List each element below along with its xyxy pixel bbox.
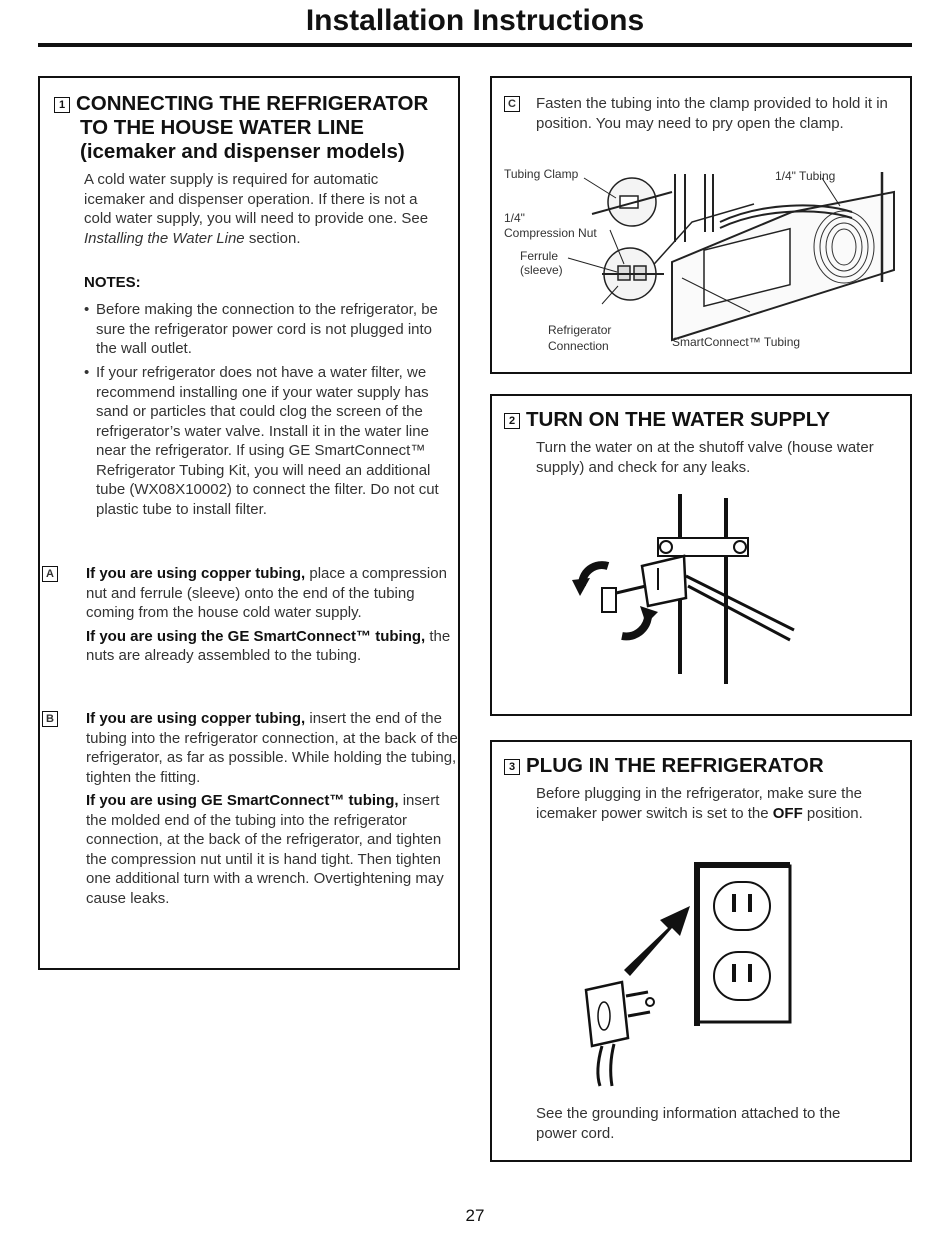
- label-connection: Connection: [548, 339, 609, 353]
- plug-in-title: PLUG IN THE REFRIGERATOR: [526, 754, 824, 777]
- plug-in-text-end: position.: [802, 804, 863, 822]
- heading-line-1: CONNECTING THE REFRIGERATOR: [76, 92, 429, 115]
- step-c-text: Fasten the tubing into the clamp provided to hold it in position. You may need to pry open the clamp.: [536, 95, 888, 132]
- label-quarter-tubing: 1/4" Tubing: [775, 169, 836, 183]
- label-sleeve: (sleeve): [520, 263, 563, 277]
- label-ferrule: Ferrule: [520, 249, 559, 263]
- grounding-note: See the grounding information attached to the power cord.: [536, 1105, 841, 1142]
- water-supply-section: [490, 394, 912, 716]
- intro-text-end: section.: [244, 229, 301, 247]
- section-heading: [54, 92, 444, 164]
- step-b-text-2: insert the molded end of the tubing into the refrigerator connection, at the back of the refrigerator, and tighten the compression nut until it is hand tight. Then tighten one additional turn with a wrench. Overtightening may cause leaks.: [86, 792, 444, 907]
- off-label: OFF: [772, 804, 803, 822]
- step-b-bold-1: If you are using copper tubing,: [86, 710, 306, 727]
- plug-in-text: [536, 784, 888, 823]
- connection-zoom-circle: [602, 248, 664, 300]
- water-supply-title: TURN ON THE WATER SUPPLY: [526, 408, 831, 431]
- step-b-text-1: insert the end of the tubing into the refrigerator connection, at the back of the refrigerator, as far as possible. While holding the tubing, tighten the fitting.: [86, 710, 458, 786]
- plug-in-text-start: Before plugging in the refrigerator, make sure the icemaker power switch is set to the: [536, 785, 863, 822]
- intro-paragraph: [84, 170, 436, 248]
- step-a-text-1: place a compression nut and ferrule (sleeve) onto the end of the tubing coming from the house cold water supply.: [86, 565, 447, 621]
- step-number-badge: 1: [54, 97, 70, 113]
- label-quarter: 1/4": [504, 211, 525, 225]
- shutoff-valve-illustration: [562, 494, 822, 694]
- intro-italic-reference: Installing the Water Line: [84, 229, 245, 247]
- connect-water-line-section: [38, 76, 460, 970]
- header-rule: [38, 43, 912, 47]
- intro-text: A cold water supply is required for automatic icemaker and dispenser operation. If there is not a cold water supply, you will need to provide one. See: [84, 171, 429, 227]
- label-compression-nut: Compression Nut: [504, 226, 597, 240]
- notes-label: NOTES:: [84, 274, 141, 291]
- step-c-badge: C: [504, 96, 520, 112]
- note-2: • If your refrigerator does not have a water filter, we recommend installing one if your water supply has sand or particles that could clog the screen of the refrigerator’s water valve. Install it in the water line near the refrigerator. If using GE SmartConnect™ Refrigerator Tubing Kit, you will need an additional tube (WX08X10002) to connect the filter. Do not cut plastic tube to install filter.: [84, 363, 458, 519]
- water-supply-heading: [504, 408, 830, 432]
- tubing-clamp-diagram: [492, 162, 910, 372]
- plug-in-section: [490, 740, 912, 1162]
- note-1: • Before making the connection to the refrigerator, be sure the refrigerator power cord is not plugged into the wall outlet.: [84, 300, 448, 359]
- step-b: [40, 709, 461, 908]
- step-a: [40, 564, 461, 666]
- heading-line-3: (icemaker and dispenser models): [80, 140, 405, 163]
- clamp-zoom-circle: [592, 178, 672, 226]
- step-b-badge: B: [42, 711, 58, 727]
- page-number: 27: [465, 1206, 485, 1225]
- step-2-badge: 2: [504, 413, 520, 429]
- step-a-bold-2: If you are using the GE SmartConnect™ tubing,: [86, 627, 426, 645]
- fasten-tubing-section: [490, 76, 912, 374]
- heading-line-2: TO THE HOUSE WATER LINE: [80, 116, 364, 139]
- step-b-bold-2: If you are using GE SmartConnect™ tubing,: [86, 792, 399, 809]
- water-supply-text: Turn the water on at the shutoff valve (house water supply) and check for any leaks.: [536, 439, 874, 476]
- step-3-badge: 3: [504, 759, 520, 775]
- label-tubing-clamp: Tubing Clamp: [504, 167, 579, 181]
- label-refrigerator: Refrigerator: [548, 323, 612, 337]
- label-smartconnect-tubing: SmartConnect™ Tubing: [672, 335, 801, 349]
- step-a-badge: A: [42, 566, 58, 582]
- page-title: Installation Instructions: [305, 4, 645, 37]
- plug-in-heading: [504, 754, 824, 778]
- step-a-bold-1: If you are using copper tubing,: [86, 565, 306, 582]
- step-c: [492, 94, 918, 133]
- refrigerator-back-illustration: [647, 172, 894, 340]
- step-a-text-2: the nuts are already assembled to the tubing.: [86, 627, 451, 664]
- outlet-plug-illustration: [552, 860, 852, 1090]
